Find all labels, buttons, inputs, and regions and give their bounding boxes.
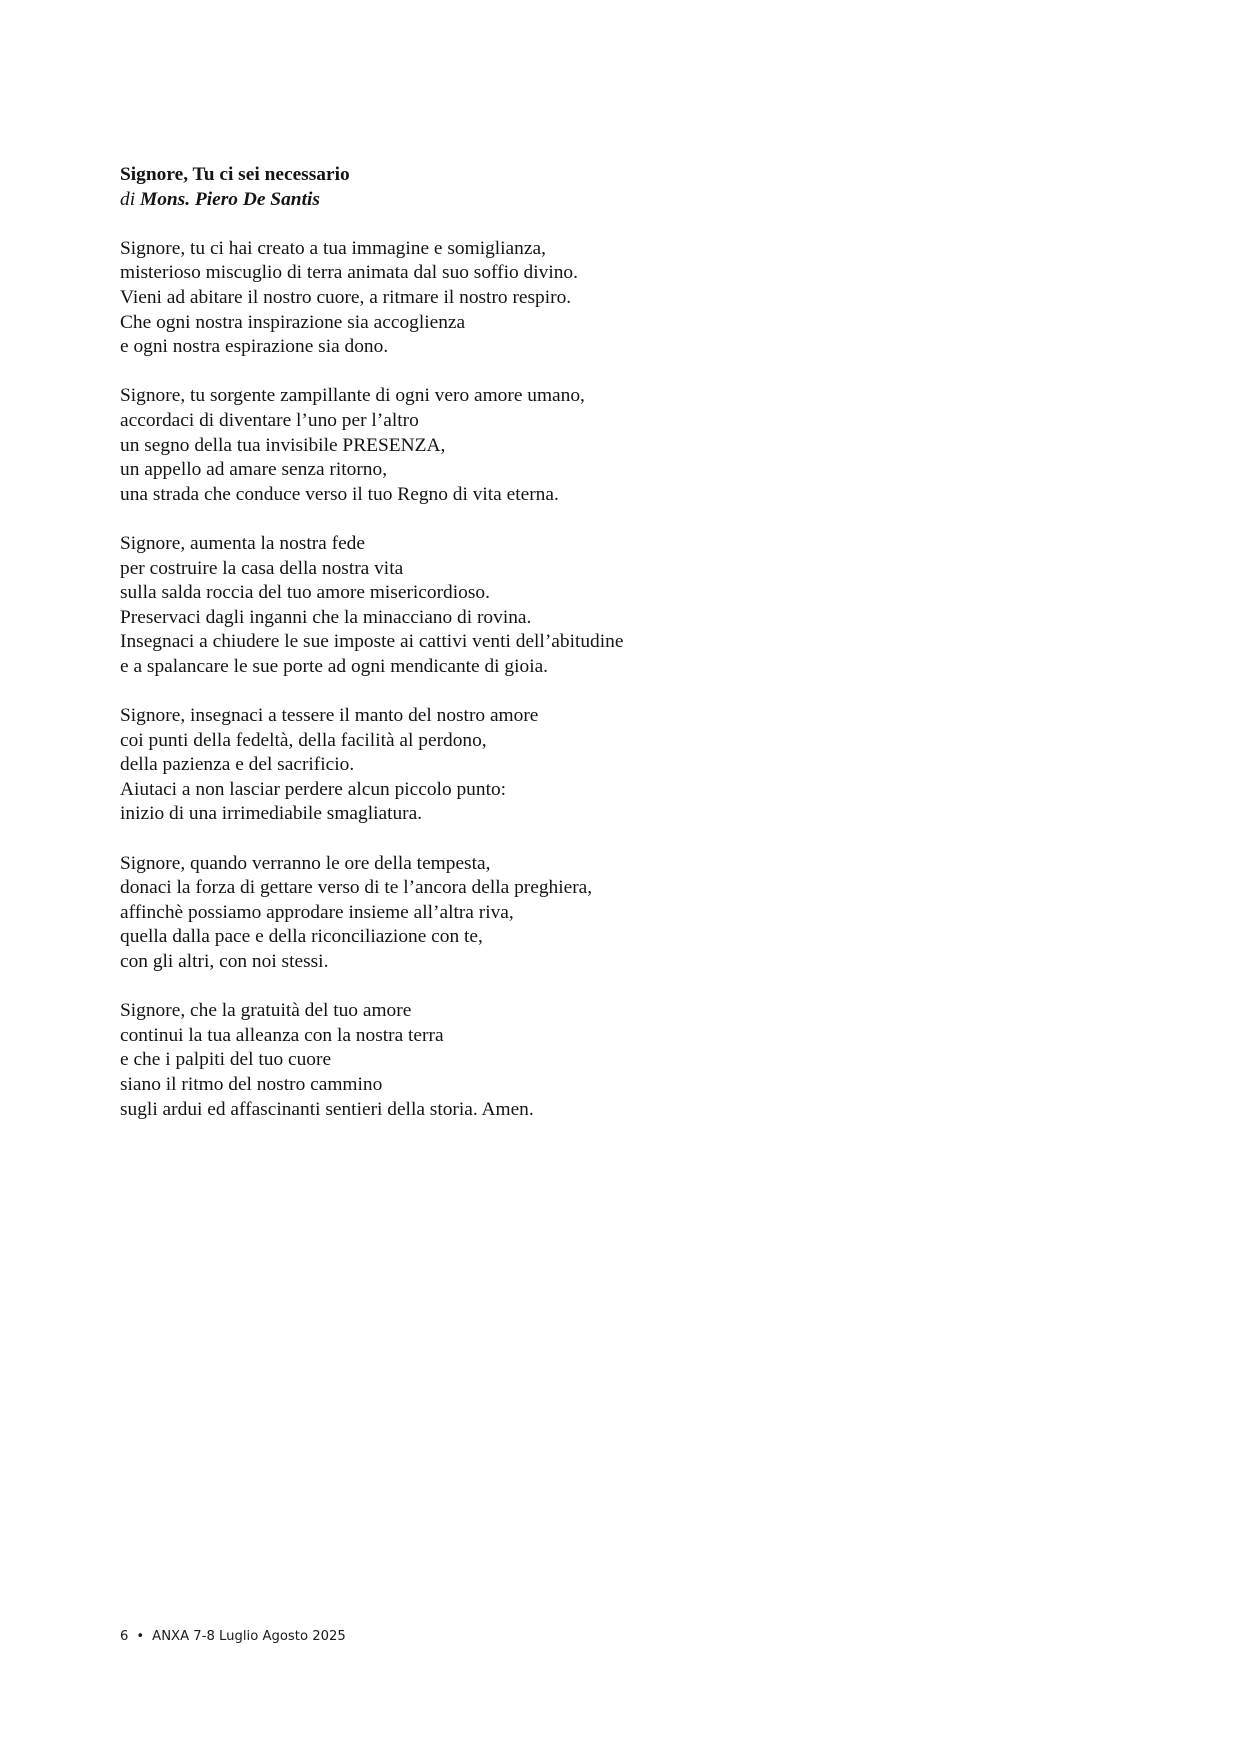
poem-body [120,237,1120,1122]
poem-line: Vieni ad abitare il nostro cuore, a ritmare il nostro respiro. [120,286,572,308]
poem-article [120,163,1120,1147]
page-footer [120,1628,346,1646]
poem-line: un appello ad amare senza ritorno, [120,459,388,481]
poem-line: Aiutaci a non lasciar perdere alcun piccolo punto: [120,778,507,800]
stanza-1 [120,237,1120,360]
stanza-2 [120,384,1120,507]
poem-line: sulla salda roccia del tuo amore misericordioso. [120,582,490,604]
stanza-4 [120,704,1120,827]
stanza-5 [120,852,1120,975]
poem-line: siano il ritmo del nostro cammino [120,1073,383,1095]
article-title: Signore, Tu ci sei necessario [120,164,350,185]
poem-line: Signore, aumenta la nostra fede [120,532,365,554]
poem-line: e a spalancare le sue porte ad ogni mendicante di gioia. [120,655,549,677]
poem-line: Signore, tu sorgente zampillante di ogni vero amore umano, [120,385,585,407]
poem-line: Signore, insegnaci a tessere il manto del nostro amore [120,705,539,727]
poem-line: Signore, quando verranno le ore della tempesta, [120,852,491,874]
poem-line: affinchè possiamo approdare insieme all’altra riva, [120,901,514,923]
poem-line: un segno della tua invisibile PRESENZA, [120,434,446,456]
poem-line: coi punti della fedeltà, della facilità al perdono, [120,729,487,751]
poem-line: inizio di una irrimediabile smagliatura. [120,803,423,825]
stanza-6 [120,999,1120,1122]
poem-line: Signore, che la gratuità del tuo amore [120,1000,412,1022]
poem-line: Insegnaci a chiudere le sue imposte ai cattivi venti dell’abitudine [120,631,624,653]
footer-separator: • [136,1629,145,1644]
poem-line: Che ogni nostra inspirazione sia accoglienza [120,311,466,333]
poem-line: quella dalla pace e della riconciliazione con te, [120,926,483,948]
poem-line: donaci la forza di gettare verso di te l’ancora della preghiera, [120,877,593,899]
article-byline [120,188,1120,213]
poem-line: accordaci di diventare l’uno per l’altro [120,409,419,431]
poem-line: Preservaci dagli inganni che la minacciano di rovina. [120,606,532,628]
article-author: Mons. Piero De Santis [139,188,320,210]
poem-line: per costruire la casa della nostra vita [120,557,404,579]
publication-info: ANXA 7-8 Luglio Agosto 2025 [152,1629,346,1644]
poem-line: sugli ardui ed affascinanti sentieri della storia. Amen. [120,1098,534,1120]
page-number: 6 [120,1629,129,1644]
poem-line: misterioso miscuglio di terra animata dal suo soffio divino. [120,262,578,284]
poem-line: Signore, tu ci hai creato a tua immagine e somiglianza, [120,237,546,259]
poem-line: della pazienza e del sacrificio. [120,754,355,776]
byline-prefix: di [120,188,136,210]
poem-line: una strada che conduce verso il tuo Regno di vita eterna. [120,483,559,505]
poem-line: continui la tua alleanza con la nostra terra [120,1024,444,1046]
poem-line: e che i palpiti del tuo cuore [120,1049,332,1071]
poem-line: e ogni nostra espirazione sia dono. [120,336,389,358]
poem-line: con gli altri, con noi stessi. [120,951,329,972]
stanza-3 [120,532,1120,680]
